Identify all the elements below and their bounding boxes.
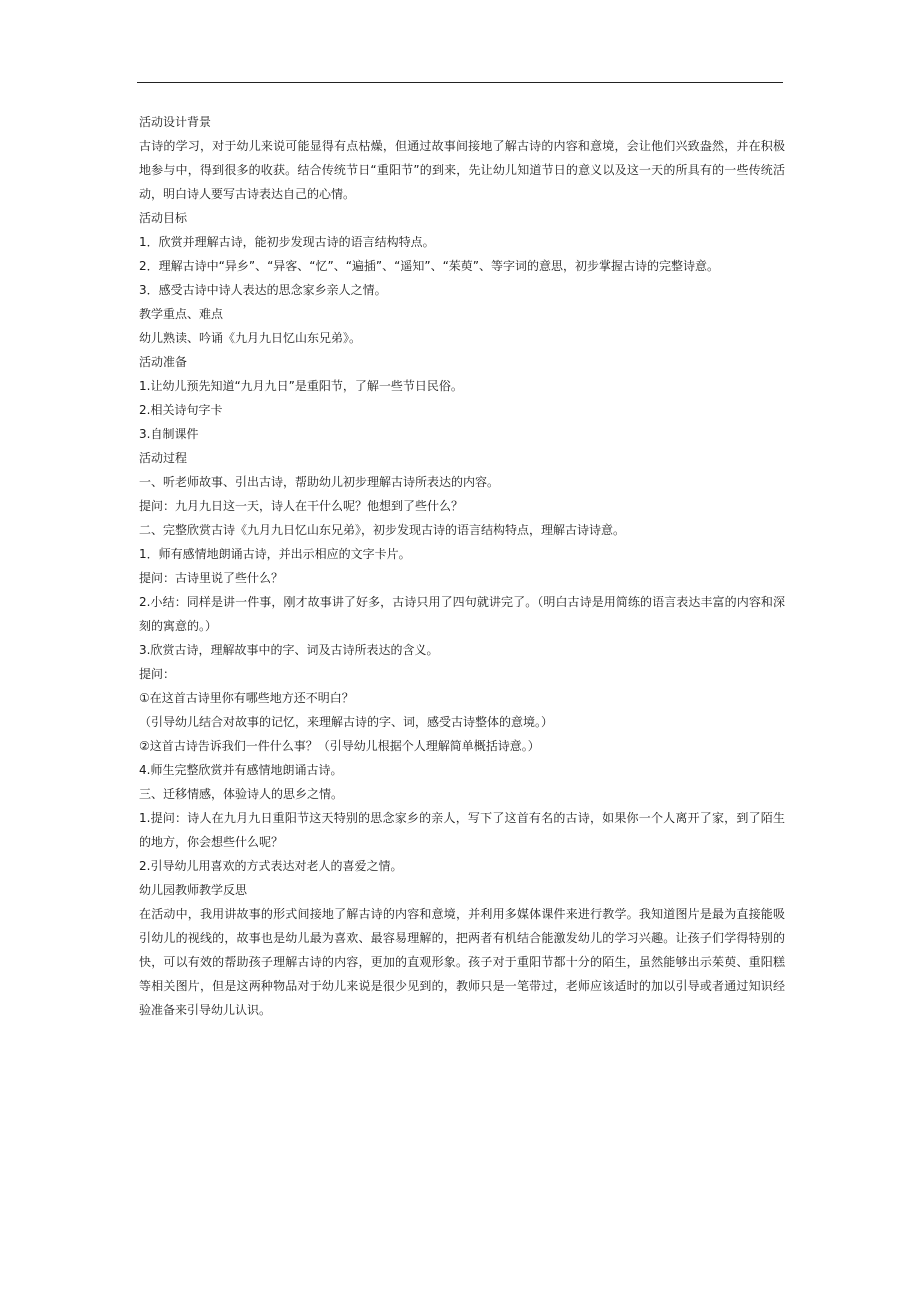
question-item: ②这首古诗告诉我们一件什么事？（引导幼儿根据个人理解简单概括诗意。） — [139, 739, 540, 753]
key-points-text: 幼儿熟读、吟诵《九月九日忆山东兄弟》。 — [139, 331, 362, 345]
background-paragraph: 古诗的学习，对于幼儿来说可能显得有点枯燥，但通过故事间接地了解古诗的内容和意境，会让他们兴致盎然，并在积极地参与中，得到很多的收获。结合传统节日“重阳节”的到来，先让幼儿知道节日的意义以及这一天的所具有的一些传统活动，明白诗人要写古诗表达自己的心情。 — [139, 139, 785, 201]
process-question: 提问：古诗里说了些什么？ — [139, 571, 284, 585]
preparation-item: 1.让幼儿预先知道“九月九日”是重阳节，了解一些节日民俗。 — [139, 379, 463, 393]
goal-item: 1．欣赏并理解古诗，能初步发现古诗的语言结构特点。 — [139, 235, 435, 249]
preparation-item: 3.自制课件 — [139, 427, 199, 441]
reflection-paragraph: 在活动中，我用讲故事的形式间接地了解古诗的内容和意境，并利用多媒体课件来进行教学。我知道图片是最为直接能吸引幼儿的视线的，故事也是幼儿最为喜欢、最容易理解的，把两者有机结合能激发幼儿的学习兴趣。让孩子们学得特别的快，可以有效的帮助孩子理解古诗的内容，更加的直观形象。孩子对于重阳节都十分的陌生，虽然能够出示茱萸、重阳糕等相关图片，但是这两种物品对于幼儿来说是很少见到的，教师只是一笔带过，老师应该适时的加以引导或者通过知识经验准备来引导幼儿认识。 — [139, 907, 785, 1017]
document-body — [139, 110, 785, 1022]
section-heading-process: 活动过程 — [139, 451, 188, 465]
header-rule — [137, 82, 783, 83]
process-question: 提问：九月九日这一天，诗人在干什么呢？他想到了些什么？ — [139, 499, 464, 513]
process-summary: 2.小结：同样是讲一件事，刚才故事讲了好多，古诗只用了四句就讲完了。（明白古诗是用简练的语言表达丰富的内容和深刻的寓意的。） — [139, 595, 785, 633]
section-heading-reflection: 幼儿园教师教学反思 — [139, 883, 248, 897]
goal-item: 2．理解古诗中“异乡”、“异客、“忆”、“遍插”、“遥知”、“茱萸”、等字词的意思，初步掌握古诗的完整诗意。 — [139, 259, 720, 273]
process-substep: 4.师生完整欣赏并有感情地朗诵古诗。 — [139, 763, 343, 777]
process-step: 二、完整欣赏古诗《九月九日忆山东兄弟》，初步发现古诗的语言结构特点，理解古诗诗意。 — [139, 523, 626, 537]
question-note: （引导幼儿结合对故事的记忆，来理解古诗的字、词，感受古诗整体的意境。） — [139, 715, 554, 729]
process-substep: 1．师有感情地朗诵古诗，并出示相应的文字卡片。 — [139, 547, 411, 561]
section-heading-key-points: 教学重点、难点 — [139, 307, 224, 321]
preparation-item: 2.相关诗句字卡 — [139, 403, 223, 417]
process-substep: 3.欣赏古诗，理解故事中的字、词及古诗所表达的含义。 — [139, 643, 439, 657]
process-substep: 2.引导幼儿用喜欢的方式表达对老人的喜爱之情。 — [139, 859, 403, 873]
process-step: 三、迁移情感，体验诗人的思乡之情。 — [139, 787, 344, 801]
section-heading-preparation: 活动准备 — [139, 355, 188, 369]
process-step: 一、听老师故事、引出古诗，帮助幼儿初步理解古诗所表达的内容。 — [139, 475, 500, 489]
process-question: 提问： — [139, 667, 176, 681]
section-heading-goals: 活动目标 — [139, 211, 188, 225]
goal-item: 3．感受古诗中诗人表达的思念家乡亲人之情。 — [139, 283, 387, 297]
section-heading-background: 活动设计背景 — [139, 115, 212, 129]
process-substep: 1.提问：诗人在九月九日重阳节这天特别的思念家乡的亲人，写下了这首有名的古诗，如果你一个人离开了家，到了陌生的地方，你会想些什么呢？ — [139, 811, 785, 849]
question-item: ①在这首古诗里你有哪些地方还不明白？ — [139, 691, 354, 705]
